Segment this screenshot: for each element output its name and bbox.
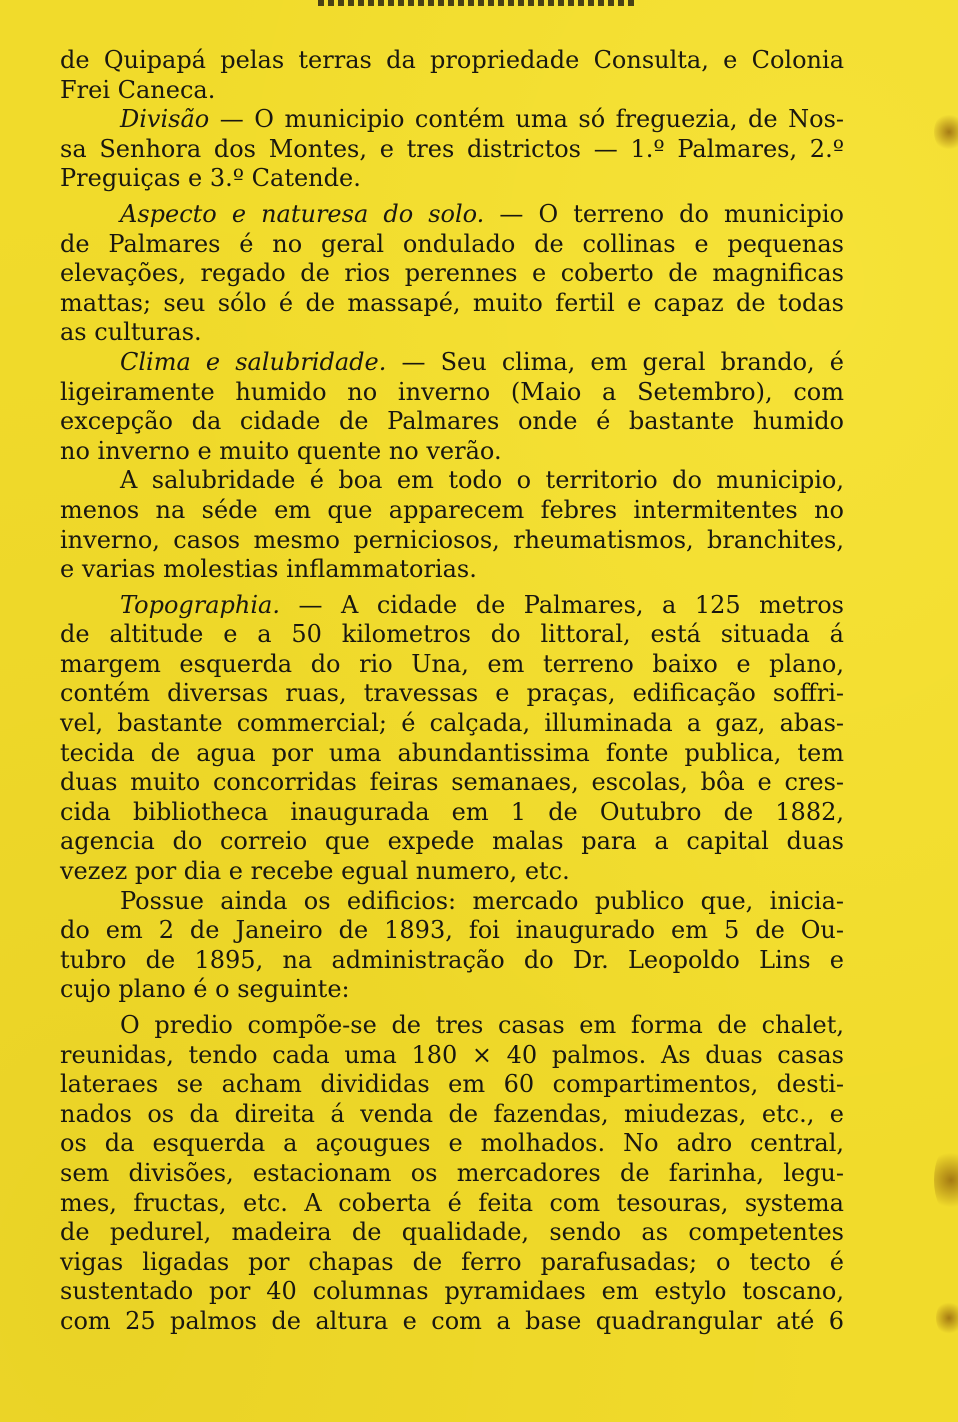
text-line: sa Senhora dos Montes, e tres districtos — 1.º Palmares, 2.º xyxy=(60,134,844,163)
text-run: — Seu clima, em geral brando, é xyxy=(401,347,844,376)
paragraph-salubridade xyxy=(60,466,844,584)
paper-stain xyxy=(936,1300,958,1336)
section-heading: Aspecto e naturesa do solo. xyxy=(120,199,485,228)
section-heading: Topographia. xyxy=(120,590,280,619)
text-line: A salubridade é boa em todo o territorio do municipio, xyxy=(120,466,844,495)
text-line: as culturas. xyxy=(60,318,202,347)
paragraph-divisao xyxy=(60,105,844,194)
paper-stain xyxy=(934,112,958,152)
text-line: inverno, casos mesmo perniciosos, rheumatismos, branchites, xyxy=(60,525,844,554)
text-line xyxy=(60,105,844,135)
paper-stain xyxy=(934,1145,958,1215)
text-line: vel, bastante commercial; é calçada, illuminada a gaz, abas- xyxy=(60,709,844,738)
text-line: cujo plano é o seguinte: xyxy=(60,975,350,1004)
paragraph-predio xyxy=(60,1011,844,1337)
text-line: Possue ainda os edificios: mercado publico que, inicia- xyxy=(120,886,844,915)
text-line xyxy=(60,591,844,621)
text-line: Frei Caneca. xyxy=(60,75,216,104)
paragraph-possue xyxy=(60,887,844,1005)
text-line: tubro de 1895, na administração do Dr. Leopoldo Lins e xyxy=(60,945,844,974)
text-line: de altitude e a 50 kilometros do littoral, está situada á xyxy=(60,620,844,649)
section-heading: Clima e salubridade. xyxy=(120,347,387,376)
text-line: os da esquerda a açougues e molhados. No adro central, xyxy=(60,1129,844,1158)
section-heading: Divisão xyxy=(120,105,210,134)
text-line: lateraes se acham divididas em 60 compartimentos, desti- xyxy=(60,1070,844,1099)
text-line: contém diversas ruas, travessas e praças, edificação soffri- xyxy=(60,679,844,708)
text-line: no inverno e muito quente no verão. xyxy=(60,436,502,465)
text-run: — O municipio contém uma só freguezia, de Nos- xyxy=(219,105,844,134)
text-line: nados os da direita á venda de fazendas, miudezas, etc., e xyxy=(60,1099,844,1128)
text-run: — A cidade de Palmares, a 125 metros xyxy=(298,590,844,619)
text-line: do em 2 de Janeiro de 1893, foi inaugurado em 5 de Ou- xyxy=(60,916,844,945)
text-line: margem esquerda do rio Una, em terreno baixo e plano, xyxy=(60,649,844,678)
text-line: de Palmares é no geral ondulado de collinas e pequenas xyxy=(60,229,844,258)
paragraph-clima xyxy=(60,348,844,466)
text-line: agencia do correio que expede malas para a capital duas xyxy=(60,827,844,856)
text-line: vezez por dia e recebe egual numero, etc. xyxy=(60,857,570,886)
paragraph xyxy=(60,46,844,105)
body-text xyxy=(60,46,844,1337)
text-line: mes, fructas, etc. A coberta é feita com tesouras, systema xyxy=(60,1188,844,1217)
text-line: sem divisões, estacionam os mercadores de farinha, legu- xyxy=(60,1158,844,1187)
text-line: e varias molestias inflammatorias. xyxy=(60,555,477,584)
paragraph-topographia xyxy=(60,591,844,887)
text-line: vigas ligadas por chapas de ferro parafusadas; o tecto é xyxy=(60,1247,844,1276)
text-line: reunidas, tendo cada uma 180 × 40 palmos. As duas casas xyxy=(60,1040,844,1069)
text-line: O predio compõe-se de tres casas em forma de chalet, xyxy=(120,1011,844,1039)
paragraph-aspecto xyxy=(60,200,844,348)
text-line: duas muito concorridas feiras semanaes, escolas, bôa e cres- xyxy=(60,768,844,797)
text-line: de pedurel, madeira de qualidade, sendo as competentes xyxy=(60,1218,844,1247)
text-line: tecida de agua por uma abundantissima fonte publica, tem xyxy=(60,738,844,767)
text-line: mattas; seu sólo é de massapé, muito fertil e capaz de todas xyxy=(60,288,844,317)
text-line: excepção da cidade de Palmares onde é bastante humido xyxy=(60,407,844,436)
text-line: sustentado por 40 columnas pyramidaes em estylo toscano, xyxy=(60,1277,844,1306)
text-line: cida bibliotheca inaugurada em 1 de Outubro de 1882, xyxy=(60,797,844,826)
text-line xyxy=(60,200,844,230)
text-line: com 25 palmos de altura e com a base quadrangular até 6 xyxy=(60,1306,844,1335)
text-line xyxy=(60,348,844,378)
text-line: de Quipapá pelas terras da propriedade Consulta, e Colonia xyxy=(60,46,844,74)
text-line: ligeiramente humido no inverno (Maio a Setembro), com xyxy=(60,377,844,406)
top-ornament-rule xyxy=(318,0,638,6)
text-run: — O terreno do municipio xyxy=(499,199,845,228)
text-line: menos na séde em que apparecem febres intermitentes no xyxy=(60,495,844,524)
text-line: elevações, regado de rios perennes e coberto de magnificas xyxy=(60,259,844,288)
text-line: Preguiças e 3.º Catende. xyxy=(60,164,361,193)
